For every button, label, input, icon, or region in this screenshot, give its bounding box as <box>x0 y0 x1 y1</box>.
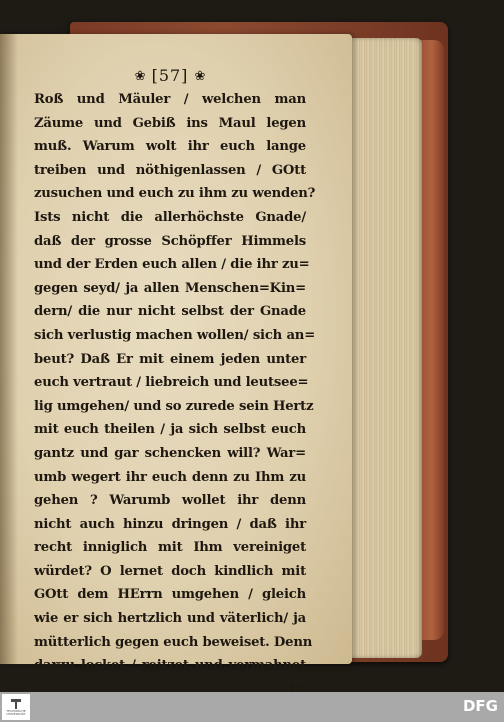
institution-logo[interactable] <box>2 694 30 720</box>
text-line: Ists nicht die allerhöchste Gnade/ <box>34 209 306 225</box>
cover-edge <box>420 40 444 640</box>
text-line: Zäume und Gebiß ins Maul legen <box>34 115 306 131</box>
text-line: GOtt dem HErrn umgehen / gleich <box>34 587 306 603</box>
text-line: muß. Warum wolt ihr euch lange <box>34 139 306 155</box>
text-line: und der Erden euch allen / die ihr zu= <box>34 257 310 273</box>
text-line: umb wegert ihr euch denn zu Ihm zu <box>34 469 306 485</box>
viewer-footer-bar <box>0 692 504 722</box>
text-line: recht inniglich mit Ihm vereiniget <box>34 540 306 556</box>
text-line: daß der grosse Schöpffer Himmels <box>34 233 306 249</box>
text-line: zusuchen und euch zu ihm zu wenden? <box>34 186 316 202</box>
text-line: gehen ? Warumb wollet ihr denn <box>34 493 306 509</box>
catchword: Er <box>289 681 306 692</box>
text-line: würdet? O lernet doch kindlich mit <box>34 563 306 579</box>
page-header <box>0 66 340 85</box>
text-line: beut? Daß Er mit einem jeden unter <box>34 351 306 367</box>
text-line: lig umgehen/ und so zurede sein Hertz <box>34 398 314 414</box>
body-text <box>34 88 316 692</box>
text-line: mit euch theilen / ja sich selbst euch <box>34 422 306 438</box>
ornament-left-icon: ❀ <box>134 69 146 84</box>
text-line: nicht auch hinzu dringen / daß ihr <box>34 516 306 532</box>
text-line: dern/ die nur nicht selbst der Gnade <box>34 304 306 320</box>
text-line: euch vertraut / liebreich und leutsee= <box>34 375 309 391</box>
text-line: sich verlustig machen wollen/ sich an= <box>34 327 316 343</box>
text-line: gegen seyd/ ja allen Menschen=Kin= <box>34 280 306 296</box>
page-number: [57] <box>151 66 189 85</box>
text-line: wie er sich hertzlich und väterlich/ ja <box>34 611 306 627</box>
text-line: treiben und nöthigenlassen / GOtt <box>34 162 306 178</box>
text-line: Roß und Mäuler / welchen man <box>34 92 306 107</box>
text-line: darzu locket / reitzet und vermahnet <box>34 658 306 674</box>
logo-caption: TECHNISCHE UNIVERSITÄT <box>6 709 26 716</box>
gutter-shadow <box>0 34 18 664</box>
dfg-logo[interactable]: DFG <box>462 697 498 715</box>
text-line: gantz und gar schencken will? War= <box>34 445 306 461</box>
text-line: mütterlich gegen euch beweiset. Denn <box>34 634 313 650</box>
ornament-right-icon: ❀ <box>194 69 206 84</box>
